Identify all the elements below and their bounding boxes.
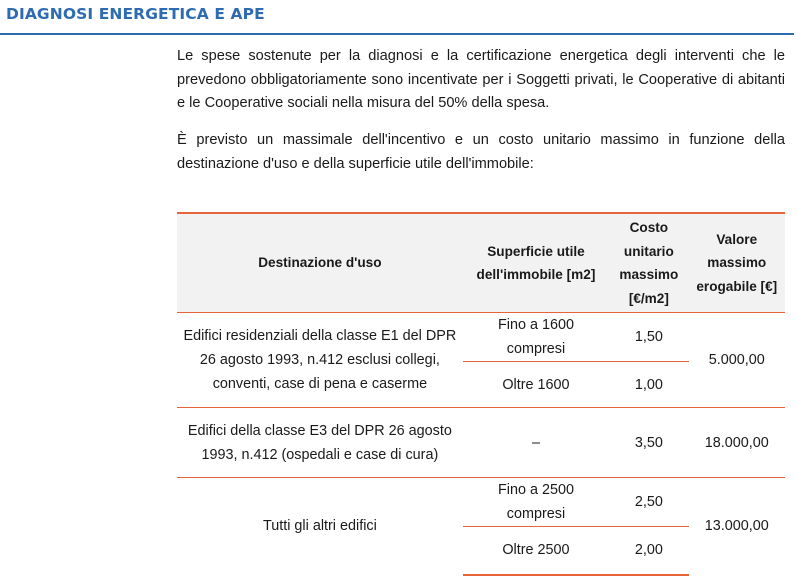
cell-superficie: – [463, 408, 609, 478]
table-row [177, 478, 785, 527]
cell-destinazione: Tutti gli altri edifici [177, 478, 463, 575]
cell-costo: 1,50 [609, 313, 688, 362]
cell-superficie: Fino a 2500 compresi [463, 478, 609, 527]
header-valore: Valore massimo erogabile [€] [689, 213, 785, 313]
massimale-paragraph: È previsto un massimale dell'incentivo e un costo unitario massimo in funzione della destinazione d'uso e della superficie utile dell'immobile: [177, 132, 785, 172]
cell-costo: 2,00 [609, 527, 688, 575]
header-superficie: Superficie utile dell'immobile [m2] [463, 213, 609, 313]
cell-destinazione: Edifici della classe E3 del DPR 26 agosto 1993, n.412 (ospedali e case di cura) [177, 408, 463, 478]
cell-valore: 5.000,00 [689, 313, 785, 408]
table-row [177, 313, 785, 362]
header-costo: Costo unitario massimo [€/m2] [609, 213, 688, 313]
table-row [177, 408, 785, 478]
cell-costo: 2,50 [609, 478, 688, 527]
cell-superficie: Oltre 1600 [463, 362, 609, 408]
incentive-table [177, 212, 785, 576]
cell-valore: 13.000,00 [689, 478, 785, 575]
cell-destinazione: Edifici residenziali della classe E1 del DPR 26 agosto 1993, n.412 esclusi collegi, conventi, case di pena e caserme [177, 313, 463, 408]
intro-paragraph: Le spese sostenute per la diagnosi e la certificazione energetica degli interventi che le prevedono obbligatoriamente sono incentivate per i Soggetti privati, le Cooperative di abitanti e le Cooperative sociali nella misura del 50% della spesa. [177, 48, 785, 111]
section-title-underline [0, 33, 794, 35]
cell-superficie: Fino a 1600 compresi [463, 313, 609, 362]
cell-superficie: Oltre 2500 [463, 527, 609, 575]
cell-valore: 18.000,00 [689, 408, 785, 478]
cell-costo: 3,50 [609, 408, 688, 478]
cell-costo: 1,00 [609, 362, 688, 408]
section-title: DIAGNOSI ENERGETICA E APE [6, 5, 265, 23]
header-destinazione: Destinazione d'uso [177, 213, 463, 313]
table-header-row [177, 213, 785, 313]
